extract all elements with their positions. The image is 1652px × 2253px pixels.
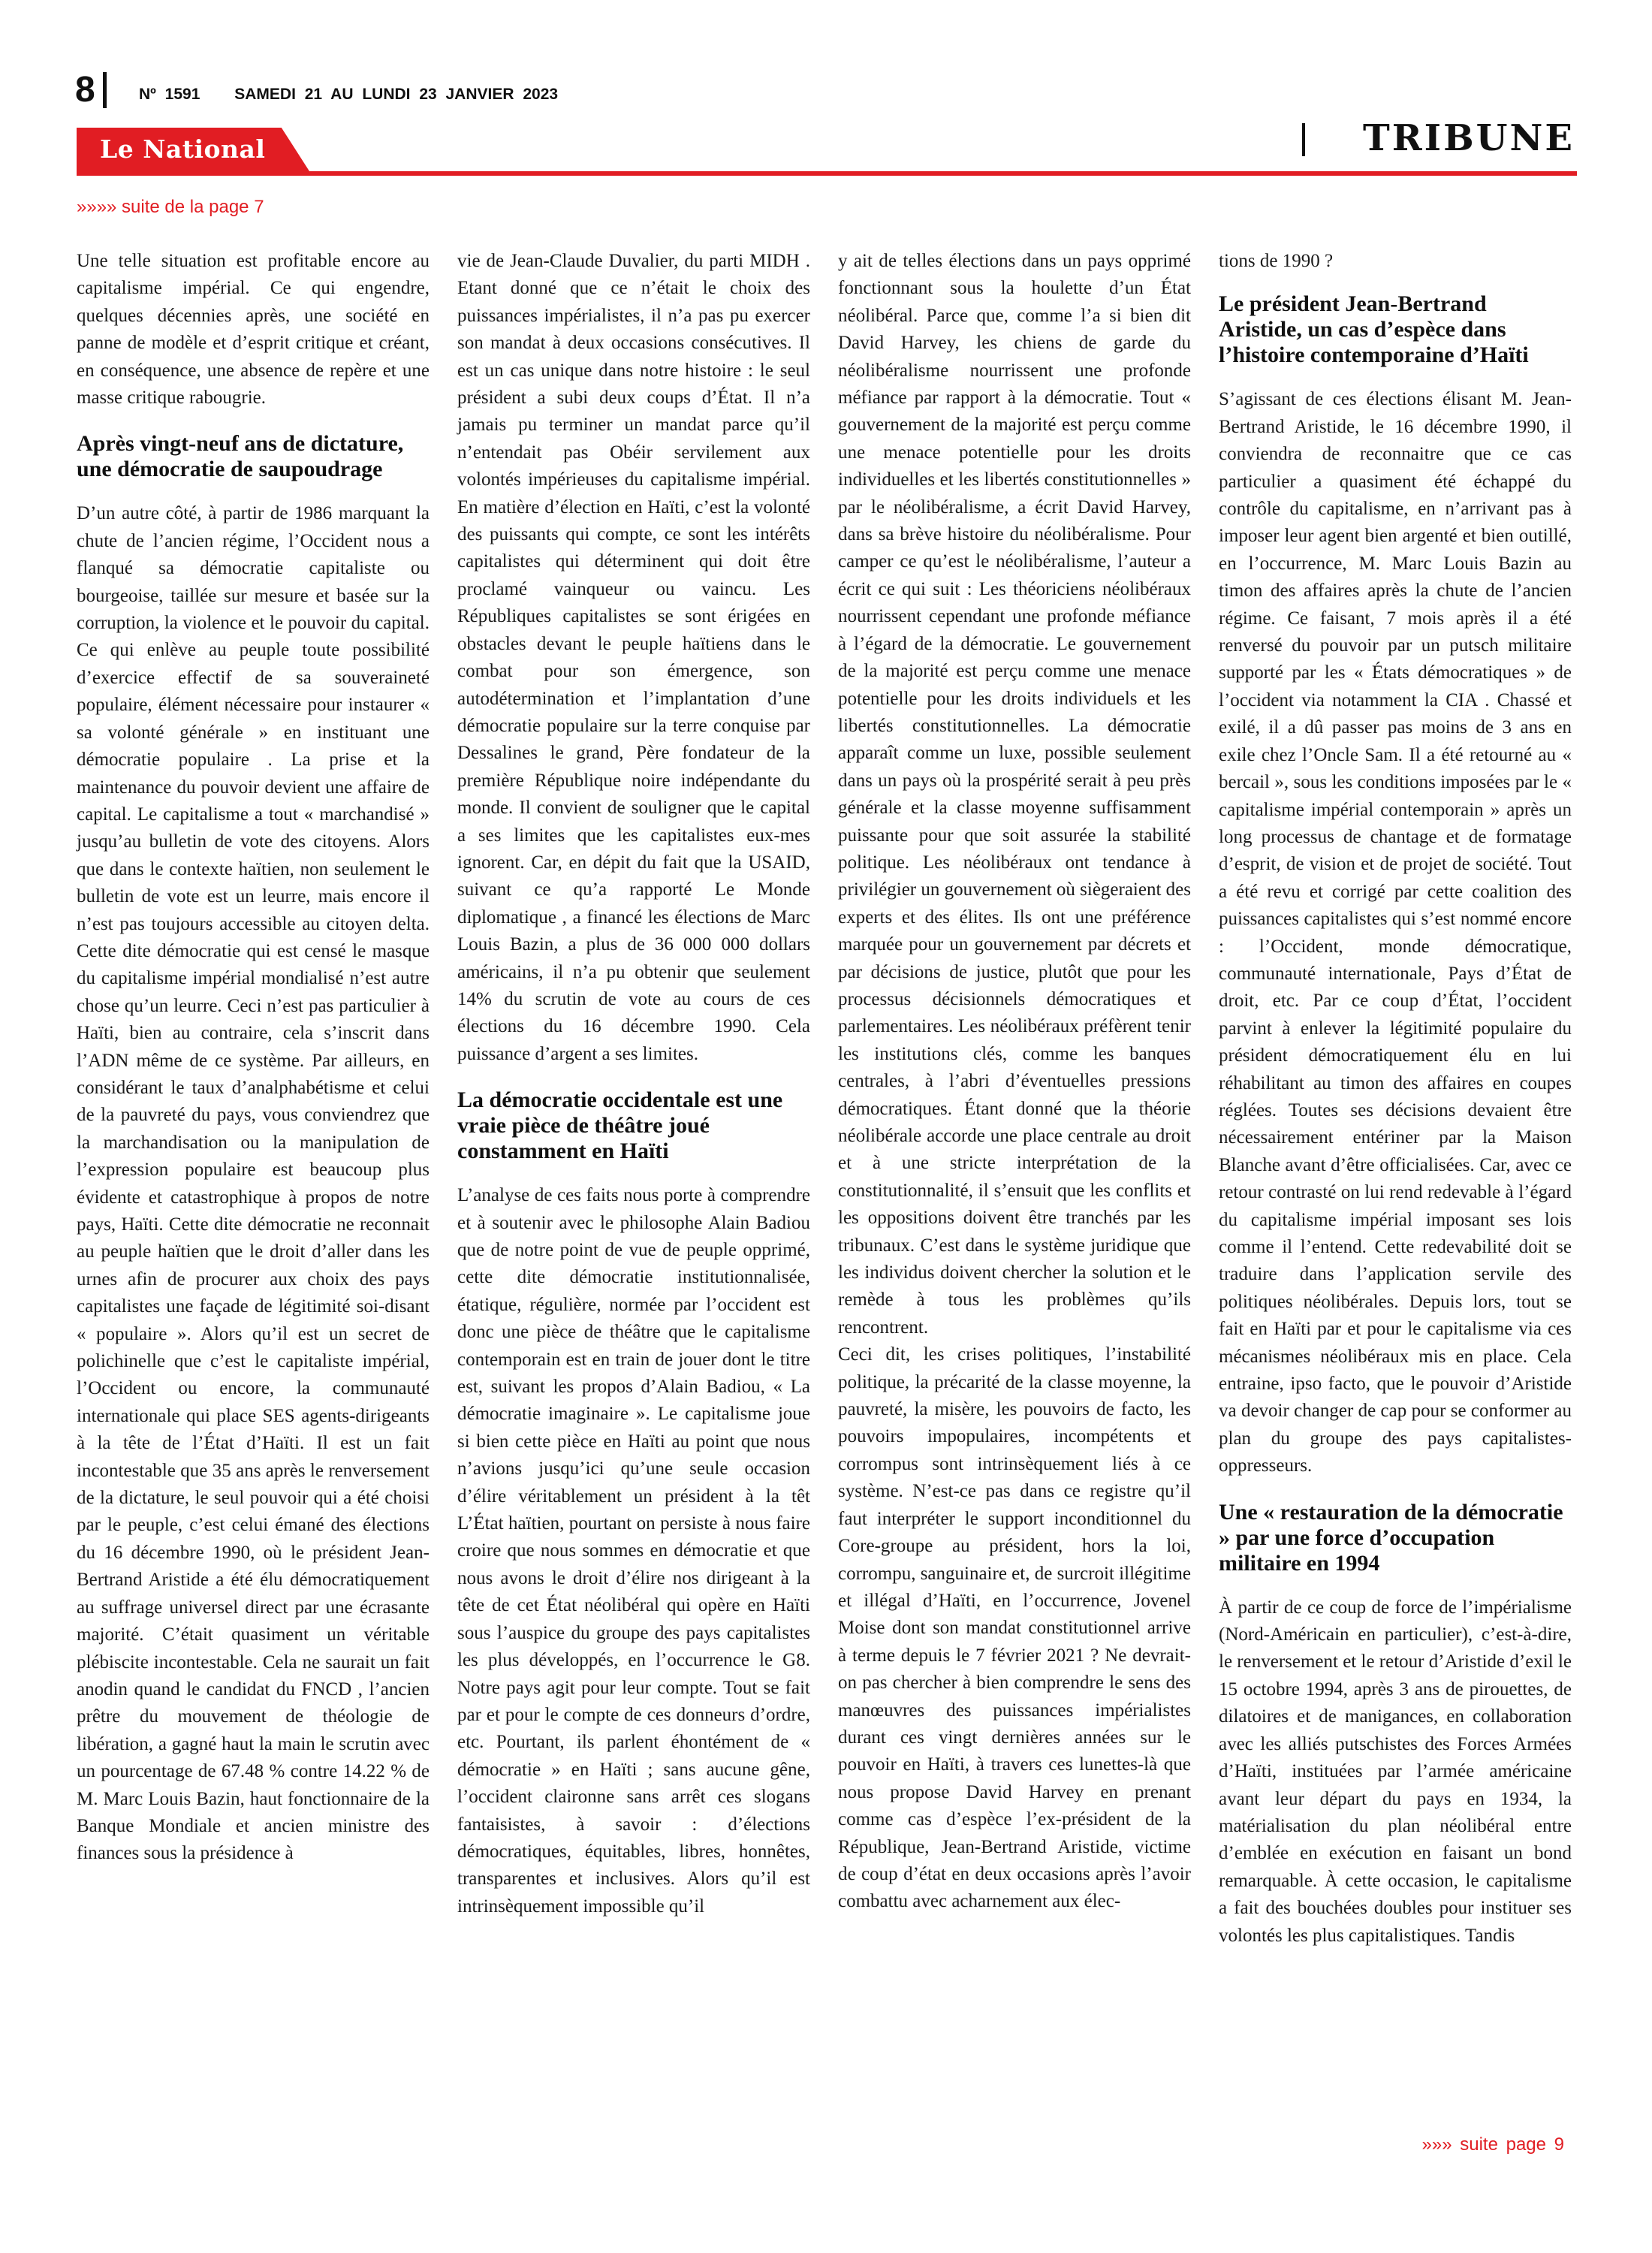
page-number: 8 [75,70,95,110]
page-number-separator [103,72,107,108]
issue-number: Nº 1591 [139,86,200,103]
header-rule [77,171,1577,176]
continued-to-link[interactable]: »»» suite page 9 [1421,2134,1564,2155]
issue-info [139,86,583,104]
issue-date: SAMEDI 21 AU LUNDI 23 JANVIER 2023 [234,86,559,103]
section-title: TRIBUNE [1363,117,1575,159]
paragraph: tions de 1990 ? [1219,251,1334,271]
paragraph: y ait de telles élections dans un pays opprimé fonctionnant sous la houlette d’un État néolibéral. Parce que, comme l’a si bien dit David Harvey, les chiens de garde du néolibéralisme nourrissent une profonde méfiance par rapport à la démocratie. Tout « gouvernement de la majorité est perçu comme une menace potentielle pour les droits individuelles et les libertés constitutionnelles » par le néolibéralisme, a écrit David Harvey, dans sa brève histoire du néolibéralisme. Pour camper ce qu’est le néolibéralisme, l’auteur a écrit ce qui suit : Les théoriciens néolibéraux nourrissent cependant une profonde méfiance à l’égard de la démocratie. Le gouvernement de la majorité est perçu comme une menace potentielle pour les droits individuels et les libertés constitutionnelles. La démocratie apparaît comme un luxe, possible seulement dans un pays où la prospérité serait à peu près générale et la classe moyenne suffisamment puissante pour que soit assurée la stabilité politique. Les néolibéraux ont tendance à privilégier un gouvernement où siègeraient des experts et des élites. Ils ont une préférence marquée pour un gouvernement par décrets et par décisions de justice, plutôt que pour les processus décisionnels démocratiques et parlementaires. Les néolibéraux préfèrent tenir les institutions clés, comme les banques centrales, à l’abri d’éventuelles pressions démocratiques. Étant donné que la théorie néolibérale accorde une place centrale au droit et à une stricte interprétation de la constitutionnalité, il s’ensuit que les conflits et les oppositions doivent être tranchés par les tribunaux. C’est dans le système juridique que les individus doivent chercher la solution et le remède à tous les problèmes qu’ils rencontrent. [838,251,1191,1338]
paragraph: Ceci dit, les crises politiques, l’instabilité politique, la précarité de la classe moyenne, la pauvreté, la misère, les pouvoirs de facto, les pouvoirs impopulaires, incompétents et corrompus sont intrinsèquement liés à ce système. N’est-ce pas dans ce registre qu’il faut interpréter le support inconditionnel du Core-groupe au président, hors la loi, corrompu, sanguinaire et, de surcroit illégitime et illégal d’Haïti, en l’occurrence, Jovenel Moise dont son mandat constitutionnel arrive à terme depuis le 7 février 2021 ? Ne devrait-on pas chercher à bien comprendre le sens des manœuvres des puissances impérialistes durant ces vingt dernières années sur le pouvoir en Haïti, à travers ces lunettes-là que nous propose David Harvey en prenant comme cas d’espèce l’ex-président de la République, Jean-Bertrand Aristide, victime de coup d’état en deux occasions après l’avoir combattu avec acharnement aux élec- [838,1344,1191,1912]
paragraph: D’un autre côté, à partir de 1986 marquant la chute de l’ancien régime, l’Occident nous a flanqué sa démocratie capitaliste ou bourgeoise, taillée sur mesure et basée sur la corruption, la violence et le pouvoir du capital. Ce qui enlève au peuple toute possibilité d’exercice effectif de sa souveraineté populaire, élément nécessaire pour instaurer « sa volonté générale » en instituant une démocratie populaire . La prise et la maintenance du pouvoir devient une affaire de capital. Le capitalisme a tout « marchandisé » jusqu’au bulletin de vote des citoyens. Alors que dans le contexte haïtien, non seulement le bulletin de vote est un leurre, mais encore il n’est pas toujours accessible au citoyen delta. Cette dite démocratie qui est censé le masque du capitalisme impérial mondialisé n’est autre chose qu’un leurre. Ceci n’est pas particulier à Haïti, bien au contraire, cela s’inscrit dans l’ADN même de ce système. Par ailleurs, en considérant le taux d’analphabétisme et celui de la pauvreté du pays, vous conviendrez que la marchandisation ou la manipulation de l’expression populaire est beaucoup plus évidente et catastrophique à propos de notre pays, Haïti. Cette dite démocratie ne reconnait au peuple haïtien que le droit d’aller dans les urnes afin de procurer aux choix des pays capitalistes une façade de légitimité soi-disant « populaire ». Alors qu’il est un secret de polichinelle que c’est le capitaliste impérial, l’Occident ou encore, la communauté internationale qui place SES agents-dirigeants à la tête de l’État d’Haïti. Il est un fait incontestable que 35 ans après le renversement de la dictature, le seul pouvoir qui a été choisi par le peuple, c’est celui émané des élections du 16 décembre 1990, où le président Jean-Bertrand Aristide a été élu démocratiquement au suffrage universel direct par une écrasante majorité. C’était quasiment un véritable plébiscite incontestable. Cela ne saurait un fait anodin quand le candidat du FNCD , l’ancien prêtre du mouvement de théologie de libération, a gagné haut la main le scrutin avec un pourcentage de 67.48 % contre 14.22 % de M. Marc Louis Bazin, haut fonctionnaire de la Banque Mondiale et ancien ministre des finances sous la présidence à [77,503,430,1864]
section-separator [1302,123,1305,156]
subheading: Une « restauration de la démocratie » par une force d’occupation militaire en 1994 [1219,1499,1563,1576]
paragraph: À partir de ce coup de force de l’impérialisme (Nord-Américain en particulier), c’est-à-dire, le renversement et le retour d’Aristide d’exil le 15 octobre 1994, après 3 ans de pirouettes, de dilatoires et de manigances, en collaboration avec les alliés putschistes des Forces Armées d’Haïti, instituées par l’armée américaine avant leur départ du pays en 1934, la matérialisation du plan néolibéral entre d’emblée en exécution en faisant un bond remarquable. À cette occasion, le capitalisme a fait des bouchées doubles pour instituer ses volontés les plus capitalistiques. Tandis [1219,1597,1572,1946]
subheading: Après vingt-neuf ans de dictature, une démocratie de saupoudrage [77,431,404,482]
article-column-2 [457,248,810,1920]
paragraph: S’agissant de ces élections élisant M. Jean-Bertrand Aristide, le 16 décembre 1990, il conviendra de reconnaitre que ce cas particulier a quasiment été échappé du contrôle du capitalisme, en n’arrivant pas à imposer leur agent bien argenté et bien outillé, en l’occurrence, M. Marc Louis Bazin au timon des affaires après la chute de l’ancien régime. Ce faisant, 7 mois après il a été renversé du pouvoir par un putsch militaire supporté par les « États démocratiques » de l’occident via notamment la CIA . Chassé et exilé, il a dû passer pas moins de 3 ans en exile chez l’Oncle Sam. Il a été retourné au « bercail », sous les conditions imposées par le « capitalisme impérial contemporain » après un long processus de chantage et de formatage d’esprit, de vision et de projet de société. Tout a été revu et corrigé par cette coalition des puissances capitalistes qui s’est nommé encore : l’Occident, monde démocratique, communauté internationale, Pays d’État de droit, etc. Par ce coup d’État, l’occident parvint à enlever la légitimité populaire du président démocratiquement élu en lui réhabilitant au timon des affaires en coupes réglées. Toutes ses décisions devaient être nécessairement entériner par la Maison Blanche avant d’être officialisées. Car, avec ce retour contrasté on lui rend redevable à l’égard du capitalisme impérial imposant ses lois comme il l’entend. Cette redevabilité doit se traduire dans l’application servile des politiques néolibérales. Depuis lors, tout se fait en Haïti par et pour le capitalisme via ces mécanismes néolibéraux mis en place. Cela entraine, ipso facto, que le pouvoir d’Aristide va devoir changer de cap pour se conformer au plan du groupe des pays capitalistes-oppresseurs. [1219,389,1572,1476]
article-column-4 [1219,248,1572,1950]
continued-from-link[interactable]: »»»» suite de la page 7 [77,197,264,217]
article-column-3 [838,248,1191,1916]
paragraph: vie de Jean-Claude Duvalier, du parti MIDH . Etant donné que ce n’était le choix des puissances impérialistes, il n’a pas pu exercer son mandat à deux occasions consécutives. Il est un cas unique dans notre histoire : le seul président a subi deux coups d’État. Il n’a jamais pu terminer un mandat parce qu’il n’entendait pas Obéir servilement aux volontés impérieuses du capitalisme impérial. En matière d’élection en Haïti, c’est la volonté des puissants qui compte, ce sont les intérêts capitalistes qui déterminent qui doit être proclamé vainqueur ou vaincu. Les Républiques capitalistes se sont érigées en obstacles devant le peuple haïtiens dans le combat pour son émergence, son autodétermination et l’implantation d’une démocratie populaire sur la terre conquise par Dessalines le grand, Père fondateur de la première République noire indépendante du monde. Il convient de souligner que le capital a ses limites que les capitalistes eux-mes ignorent. Car, en dépit du fait que la USAID, suivant ce qu’a rapporté Le Monde diplomatique , a financé les élections de Marc Louis Bazin, a plus de 36 000 000 dollars américains, il n’a pu obtenir que seulement 14% du scrutin de vote au cours de ces élections du 16 décembre 1990. Cela puissance d’argent a ses limites. [457,251,810,1064]
subheading: La démocratie occidentale est une vraie pièce de théâtre joué constamment en Haïti [457,1087,783,1164]
paragraph: Une telle situation est profitable encore au capitalisme impérial. Ce qui engendre, quelques décennies après, une société en panne de modèle et d’esprit critique et créant, en conséquence, une absence de repère et une masse critique rabougrie. [77,251,430,409]
paragraph: L’analyse de ces faits nous porte à comprendre et à soutenir avec le philosophe Alain Badiou que de notre point de vue de peuple opprimé, cette dite démocratie institutionnalisée, étatique, régulière, normée par l’occident est donc une pièce de théâtre que le capitalisme contemporain est en train de jouer dont le titre est, suivant les propos d’Alain Badiou, « La démocratie imaginaire ». Le capitalisme joue si bien cette pièce en Haïti au point que nous n’avions jusqu’ici qu’une seule occasion d’élire véritablement un président à la têt L’État haïtien, pourtant on persiste à nous faire croire que nous sommes en démocratie et que nous avons le droit d’élire nos dirigeant à la tête de cet État néolibéral qui opère en Haïti sous l’auspice du groupe des pays capitalistes les plus développés, en l’occurrence le G8. Notre pays agit pour leur compte. Tout se fait par et pour le compte de ces donneurs d’ordre, etc. Pourtant, ils parlent éhontément de « démocratie » en Haïti ; sans aucune gêne, l’occident claironne sans arrêt ces slogans fantaisistes, à savoir : d’élections démocratiques, équitables, libres, honnêtes, transparentes et inclusives. Alors qu’il est intrinsèquement impossible qu’il [457,1185,810,1917]
subheading: Le président Jean-Bertrand Aristide, un cas d’espèce dans l’histoire contemporaine d’Haïti [1219,291,1529,368]
brand-name: Le National [100,134,266,164]
article-column-1 [77,248,430,1868]
